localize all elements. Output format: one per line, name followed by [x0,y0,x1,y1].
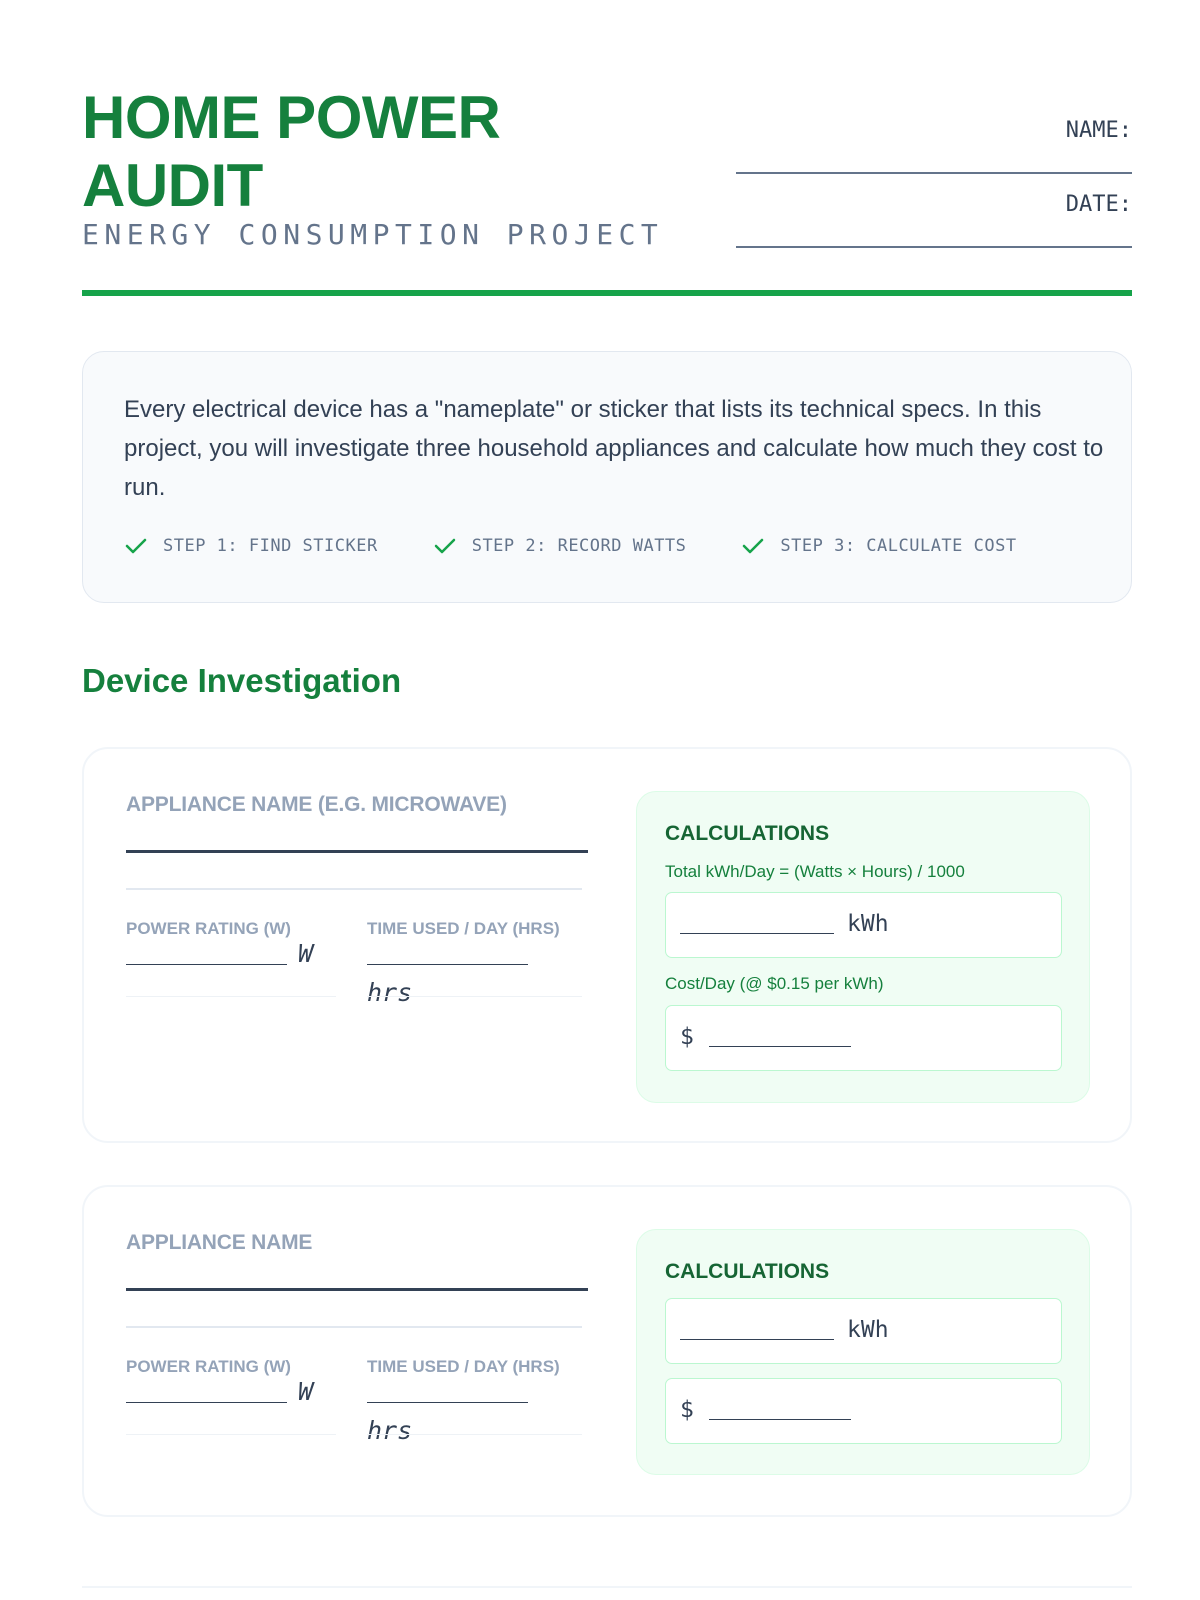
appliance-name-label: APPLIANCE NAME (E.G. MICROWAVE) [126,793,507,816]
divider [367,996,582,997]
calculations-title: CALCULATIONS [665,822,830,845]
time-unit: hrs [367,978,413,1007]
power-rating-field[interactable] [126,1402,287,1403]
dollar-sign: $ [680,1397,694,1423]
kwh-formula: Total kWh/Day = (Watts × Hours) / 1000 [665,862,965,881]
power-rating-label: POWER RATING (W) [126,919,291,938]
cost-blank [709,1046,851,1047]
steps-list [125,536,1073,556]
time-used-label: TIME USED / DAY (HRS) [367,1357,560,1376]
student-meta [736,118,1132,266]
appliance-name-field[interactable] [126,1288,588,1291]
divider [367,1434,582,1435]
name-row [736,118,1132,192]
power-unit: W [298,1377,314,1406]
time-used-field[interactable] [367,964,528,965]
time-used-label: TIME USED / DAY (HRS) [367,919,560,938]
check-icon [742,537,764,555]
calculations-title: CALCULATIONS [665,1260,830,1283]
divider [126,888,582,890]
appliance-name-label: APPLIANCE NAME [126,1231,313,1254]
device-card-2 [82,1185,1132,1517]
cost-field[interactable] [665,1378,1062,1444]
cost-blank [709,1419,851,1420]
date-label: DATE: [1065,192,1132,217]
step-item [742,536,1016,556]
intro-text: Every electrical device has a "nameplate" or sticker that lists its technical specs. In this project, you will investigate three household appliances and calculate how much they cost to run. [124,396,1104,501]
divider [126,1434,336,1435]
divider [126,996,336,997]
kwh-field[interactable] [665,1298,1062,1364]
appliance-name-field[interactable] [126,850,588,853]
name-field[interactable] [736,172,1132,174]
date-row [736,192,1132,266]
kwh-unit: kWh [847,911,889,937]
name-label: NAME: [1065,118,1132,143]
date-field[interactable] [736,246,1132,248]
step-label: STEP 1: FIND STICKER [163,536,378,556]
power-rating-field[interactable] [126,964,287,965]
power-unit: W [298,939,314,968]
calculations-panel [636,1229,1090,1475]
power-rating-label: POWER RATING (W) [126,1357,291,1376]
step-item [125,536,378,556]
footer-divider [82,1586,1132,1588]
cost-field[interactable] [665,1005,1062,1071]
kwh-blank [680,933,834,934]
device-card-1 [82,747,1132,1143]
time-unit: hrs [367,1416,413,1445]
header [82,84,1132,298]
kwh-blank [680,1339,834,1340]
page-title: HOME POWER AUDIT [82,84,501,219]
step-label: STEP 3: CALCULATE COST [780,536,1017,556]
cost-formula: Cost/Day (@ $0.15 per kWh) [665,974,884,993]
intro-box [82,351,1132,603]
kwh-field[interactable] [665,892,1062,958]
step-item [434,536,687,556]
calculations-panel [636,791,1090,1103]
time-used-field[interactable] [367,1402,528,1403]
page-subtitle: ENERGY CONSUMPTION PROJECT [82,218,664,251]
kwh-unit: kWh [847,1317,889,1343]
check-icon [125,537,147,555]
step-label: STEP 2: RECORD WATTS [471,536,687,556]
dollar-sign: $ [680,1024,694,1050]
divider [126,1326,582,1328]
section-title: Device Investigation [82,662,402,699]
check-icon [434,537,456,555]
header-divider [82,290,1132,296]
